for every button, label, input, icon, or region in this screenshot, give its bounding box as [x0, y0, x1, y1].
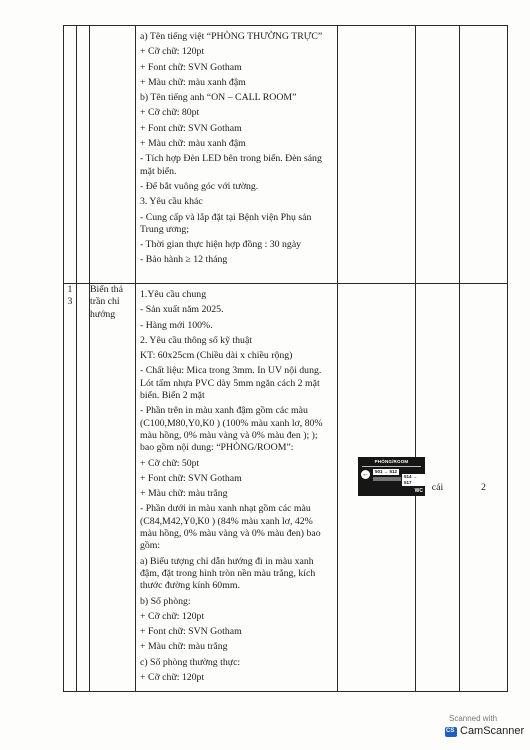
item-name-cell [90, 284, 136, 692]
item-name-cell [90, 26, 136, 284]
description-line: 3. Yêu cầu khác [140, 196, 203, 208]
watermark-caption: Scanned with [449, 714, 498, 723]
description-line: + Font chữ: SVN Gotham [140, 472, 242, 484]
quantity-value: 2 [481, 481, 486, 493]
description-line: - Phần trên in màu xanh đậm gồm các màu (C100,M80,Y0,K0 ) (100% màu xanh lơ, 80% màu hồng, 0% màu vàng và 0% màu đen ); ); bao gồm nội dung: “PHÒNG/ROOM”: [140, 405, 323, 454]
description-line: + Cỡ chữ: 120pt [140, 46, 205, 58]
sub-cell [77, 26, 90, 284]
sub-cell [77, 284, 90, 692]
description-cell [136, 26, 338, 284]
stt-cell [64, 284, 77, 692]
sign-bar [373, 477, 401, 481]
spec-table [63, 25, 508, 692]
description-line: b) Tên tiếng anh “ON – CALL ROOM” [140, 92, 297, 104]
description-line: c) Số phòng thường thực: [140, 656, 241, 668]
description-line: - Đế bắt vuông góc với tường. [140, 180, 259, 192]
description-line: - Thời gian thực hiện hợp đồng : 30 ngày [140, 239, 302, 251]
description-line: + Màu chữ: màu xanh đậm [140, 138, 246, 150]
description-line: - Sản xuất năm 2025. [140, 304, 224, 316]
description-line: 1.Yêu cầu chung [140, 289, 207, 300]
sign-title: PHÒNG/ROOM [374, 459, 409, 464]
quantity-cell [460, 26, 508, 284]
description-line: + Màu chữ: màu trắng [140, 641, 228, 653]
description-line: a) Biểu tượng chỉ dẫn hướng đi in màu xanh đậm, đặt trong hình tròn nền màu trắng, kích thước đường kính 60mm. [140, 555, 316, 592]
stt-cell [64, 26, 77, 284]
description-line: - Chất liệu: Mica trong 3mm. In UV nội dung. Lót tấm nhựa PVC dày 5mm ngăn cách 2 mặt biển. Biển 2 mặt [140, 365, 322, 402]
description-line: b) Số phòng: [140, 595, 191, 607]
sign-divider [362, 466, 421, 467]
description-line: + Font chữ: SVN Gotham [140, 122, 242, 134]
description-line: + Màu chữ: màu trắng [140, 488, 228, 500]
unit-value: cái [431, 481, 444, 493]
description-cell [136, 284, 338, 692]
description-line: - Bảo hành ≥ 12 tháng [140, 254, 228, 266]
arrow-left-icon: ← [362, 471, 369, 478]
description-text [136, 284, 337, 691]
sign-image [358, 457, 425, 496]
description-line: - Hàng mới 100%. [140, 319, 213, 331]
quantity-cell [460, 284, 508, 692]
table-row-continued [64, 26, 508, 284]
unit-cell [416, 26, 460, 284]
description-line: a) Tên tiếng việt “PHÒNG THƯỜNG TRỰC” [140, 31, 323, 42]
description-line: 2. Yêu cầu thông số kỹ thuật [140, 334, 253, 346]
camscanner-watermark [441, 711, 525, 741]
description-line: - Tích hợp Đèn LED bên trong biển. Đèn sáng mặt biển. [140, 153, 322, 177]
stt-number: 1 3 [67, 284, 73, 308]
description-line: + Cỡ chữ: 80pt [140, 107, 200, 119]
sign-range-2: 514 → 517 [402, 474, 425, 486]
description-line: + Cỡ chữ: 120pt [140, 672, 205, 684]
image-cell [338, 26, 416, 284]
description-line: + Cỡ chữ: 50pt [140, 457, 200, 469]
table-row-13 [64, 284, 508, 692]
description-line: + Font chữ: SVN Gotham [140, 626, 242, 638]
description-line: + Cỡ chữ: 120pt [140, 610, 205, 622]
description-line: + Màu chữ: màu xanh đậm [140, 76, 246, 88]
description-line: - Cung cấp và lắp đặt tại Bệnh viện Phụ sản Trung ương; [140, 211, 312, 235]
description-line: KT: 60x25cm (Chiều dài x chiều rộng) [140, 350, 293, 362]
sign-range-1: 501 → 512 [375, 469, 398, 474]
item-name: Biển thả trần chỉ hướng [90, 284, 123, 320]
camscanner-logo-icon [445, 727, 457, 737]
description-line: - Phần dưới in màu xanh nhạt gồm các màu (C84,M42,Y0,K0 ) (84% màu xanh lơ, 42% màu hồng, 0% màu vàng và 0% màu đen) bao gồm: [140, 503, 321, 552]
description-line: + Font chữ: SVN Gotham [140, 61, 242, 73]
sign-corner-label: WC [414, 488, 423, 494]
watermark-brand: CamScanner [460, 725, 525, 737]
description-text [136, 26, 337, 274]
